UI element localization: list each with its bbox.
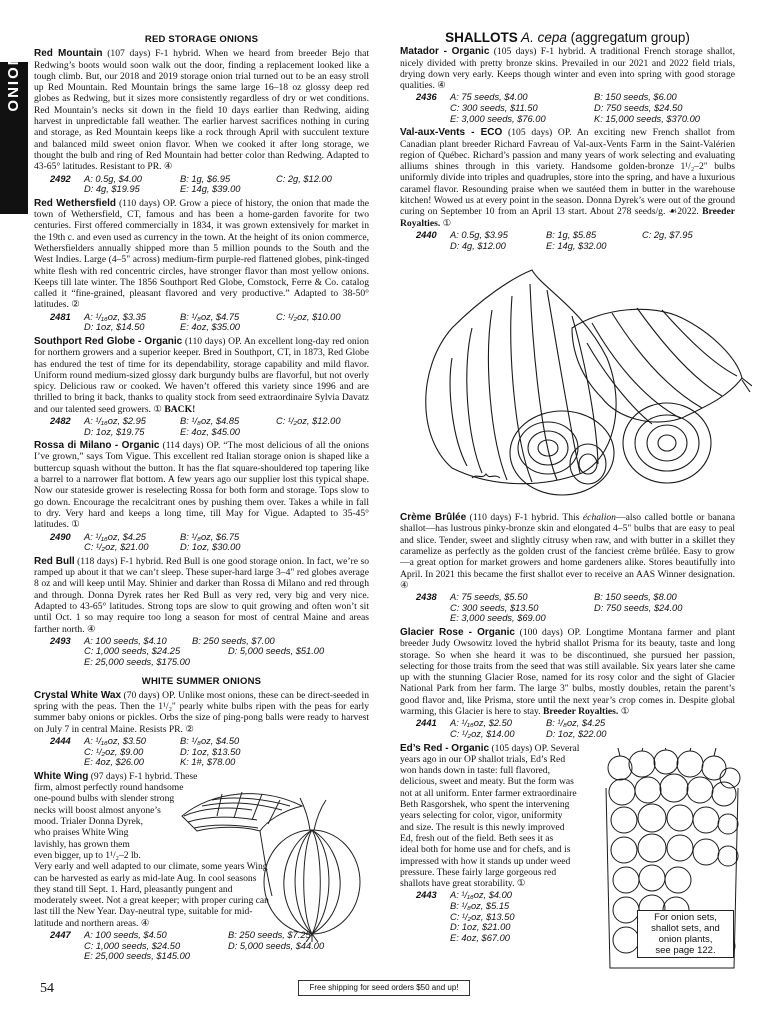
product-desc: (114 days) OP. “The most delicious of all the onions I’ve grown,” says Tom Vigue. This excellent red Italian storage onion is shaped like a buttercup squash without the button. It has the flat square-shouldered top tapering like a barrel to a narrower flat bottom. A few years ago our supplier lost this typical shape. Now our stateside grower is reselecting Rossa for both form and storage. Tops slow to go down. Encourage the recalcitrant ones by pushing them over. Takes a while in fall to dry. Very hard and keeps a long time, till May for Vigue. Adapted to 35-45° latitudes. ① — [34, 440, 369, 531]
product-val-aux-vents: Val-aux-Vents - ECO (105 days) OP. An exciting new French shallot from Canadian plant breeder Richard Favreau of Val-aux-Vents Farm in the Saint-Valérien region of Québec. Richard’s passion and many years of work selecting and evaluating alliums shines through in this variety. Handsome golden-bronze 1¹/₂–2" bulbs uniformly divide into triples and quadruples, store into the spring, and have a luxurious caramel flavor. Resounding praise when we sautéed them in butter in the warehouse kitchen! Wowed us at every point in the season. Donna Dyrek’s were out of the ground curing on September 10 from an April 13 start. About 278 seeds/g. ☙2022. Breeder Royalties. ① 2440 A: 0.5g, $3.95 B: 1g, $5.85 C: 2g, $7.95 D: 4g, $12.00 E: 14g, $32.00 — [400, 127, 735, 251]
product-name: Red Wethersfield — [34, 197, 117, 209]
item-number: 2482 — [50, 415, 71, 426]
price-table — [416, 718, 735, 739]
product-name: Glacier Rose - Organic — [400, 626, 515, 638]
product-rossa-di-milano — [34, 440, 369, 553]
price-option[interactable]: D: 750 seeds, $24.50 — [594, 103, 683, 114]
price-option[interactable]: A: ¹/₁₆oz, $3.50 — [84, 736, 146, 747]
white-wing-onion-illustration — [172, 786, 372, 942]
price-option[interactable]: D: 5,000 seeds, $51.00 — [228, 646, 325, 657]
price-option[interactable]: D: 1oz, $22.00 — [546, 728, 607, 739]
price-option[interactable]: D: 1oz, $19.75 — [84, 426, 145, 437]
royalty-tag: Breeder Royalties. — [400, 206, 735, 229]
price-option[interactable]: E: 25,000 seeds, $175.00 — [84, 657, 190, 667]
price-table — [50, 736, 369, 768]
product-creme-brulee: Crème Brûlée (110 days) F-1 hybrid. This échalion—also called bottle or banana shallot—has lustrous pinky-bronze skin and elongated 4–5" bulbs that are easy to peal and slice. Tender, sweet and slightly citrusy when raw, and with butter in a skillet they caramelize as perfectly as the golden crust of the fanciest crème brûlée. Easy to grow—a great option for market growers and home gardeners alike. Stores beautifully into April. In 2021 this became the first shallot ever to receive an AAS Winner designation. ④ 2438 A: 75 seeds, $5.50 B: 150 seeds, $8.00 C: 300 seeds, $13.50 D: 750 seeds, $24.00 E: 3,000 seeds, $69.00 — [400, 512, 735, 624]
product-name: Crème Brûlée — [400, 512, 467, 524]
price-option[interactable]: B: ¹/₈oz, $6.75 — [180, 531, 240, 542]
product-southport-red-globe — [34, 336, 369, 437]
item-number: 2443 — [416, 890, 437, 901]
price-option[interactable]: E: 3,000 seeds, $76.00 — [450, 113, 546, 124]
product-desc: (107 days) F-1 hybrid. When we heard from breeder Bejo that Redwing’s boots would soon walk out the door, finding a replacement looked like a tough climb. But, our 2018 and 2019 storage onion trial turned out to be an easy stroll up Red Mountain. Red Mountain brings the same large 16–18 oz glossy deep red globes as Redwing, but it sizes more consistently regardless of dry or wet conditions. Red Mountain’s necks sit down in the field 10 days earlier than Redwing, aiding harvest in unpredictable fall weather. The earlier harvest sacrifices nothing in curing and storage, as Red Mountain keeps like a rock through April with succulent texture and balanced mild sweet onion flavor. When we cooked it after long storage, we thought the bulb and ring of Red Mountain had better color than Redwing. Adapted to 43-65° latitudes. Resistant to PR. ④ — [34, 48, 369, 173]
price-option[interactable]: B: 1g, $5.85 — [546, 229, 597, 240]
price-option[interactable]: A: 0.5g, $4.00 — [84, 173, 142, 184]
product-desc: (105 days) OP. An exciting new French shallot from Canadian plant breeder Richard Favreau of Val-aux-Vents Farm in the Saint-Valérien region of Québec. Richard’s passion and many years of work selecting and evaluating alliums shines through in this variety. Handsome golden-bronze 1¹/₂–2" bulbs uniformly divide into triples and quadruples, store into the spring, and have a luxurious caramel flavor. Resounding praise when we sautéed them in butter in the warehouse kitchen! Wowed us at every point in the season. Donna Dyrek’s were out of the ground curing on September 10 from an April 13 start. About 278 seeds/g. ☙2022. — [400, 127, 735, 218]
price-option[interactable]: C: ¹/₂oz, $12.00 — [276, 415, 341, 426]
price-option[interactable]: E: 25,000 seeds, $145.00 — [84, 951, 190, 962]
price-option[interactable]: A: ¹/₁₆oz, $2.50 — [450, 718, 512, 729]
product-desc: not at all uniform. Enter farmer extraordinaire — [400, 787, 577, 799]
product-desc: years ago in our OP shallot trials, Ed’s Red — [400, 753, 566, 765]
price-option[interactable]: E: 14g, $32.00 — [546, 240, 607, 251]
section-title-shallots: SHALLOTS A. cepa (aggregatum group) — [445, 30, 690, 45]
item-number: 2447 — [50, 930, 71, 941]
product-name: Matador - Organic — [400, 46, 490, 58]
item-number: 2490 — [50, 531, 71, 542]
product-name: White Wing — [34, 770, 89, 782]
item-number: 2441 — [416, 718, 437, 729]
product-desc: necks will boost almost anyone’s — [34, 804, 161, 816]
price-option[interactable]: D: 1oz, $14.50 — [84, 322, 145, 333]
price-option[interactable]: D: 5,000 seeds, $44.00 — [228, 940, 325, 951]
royalty-tag: Breeder Royalties. — [540, 706, 619, 718]
sets-callout-box: For onion sets, shallot sets, and onion plants, see page 122. — [637, 910, 734, 958]
price-option[interactable]: A: 100 seeds, $4.50 — [84, 930, 167, 941]
product-desc: shallots have great storability. ① — [400, 878, 526, 890]
product-desc: firm, almost perfectly round handsome — [34, 782, 184, 794]
price-option[interactable]: B: 250 seeds, $7.25 — [228, 930, 311, 941]
price-option[interactable]: C: 1,000 seeds, $24.50 — [84, 940, 181, 951]
product-desc: impressed with how it stands up under weed — [400, 855, 571, 867]
price-option[interactable]: A: 100 seeds, $4.10 — [84, 635, 167, 646]
product-desc: and size. The result is this newly improved — [400, 821, 565, 833]
product-desc: mood. Trialer Donna Dyrek, — [34, 816, 143, 828]
price-option[interactable]: A: ¹/₁₆oz, $4.00 — [450, 890, 512, 901]
product-desc: delicious, sweet and meaty. But the form was — [400, 776, 574, 788]
product-desc: (110 days) OP. Grow a piece of history, the onion that made the town of Wethersfield, CT, famous and has been a home-garden favorite for two centuries. First offered commercially in 1834, it was grown extensively for market in the 19th c. and even used as currency in the town. At the height of its onion commerce, Wethersfielders annually shipped more than 5 million pounds to the South and the West Indies. Large (4–5" across) medium-firm purple-red flattened globes, pink-tinged white flesh with red concentric circles, have stronger flavor than most yellow onions. Keeps till late winter. The 1856 Southport Red Globe, Comstock, Ferre & Co. catalog called it “fine-grained, pleasant flavored and very productive.” Adapted to 38-50° latitudes. ② — [34, 197, 369, 311]
side-tab-label: ONIONS — [5, 40, 22, 112]
product-red-wethersfield — [34, 198, 369, 333]
price-option[interactable]: B: ¹/₈oz, $5.15 — [450, 901, 510, 911]
price-option[interactable]: B: 1g, $6.95 — [180, 173, 231, 184]
product-glacier-rose: Glacier Rose - Organic (100 days) OP. Longtime Montana farmer and plant breeder Judy Owsowitz loved the hybrid shallot Prisma for its beauty, taste and long storage. So when she heard it was to be discontinued, she pursued her passion, selecting for those traits from the seed that was still available. Six years later she came up with the stunning Glacier Rose, named for its rosy color and the sight of Glacier National Park from her farm. The large 3" bulbs, mostly doubles, retain the parent’s good flavor and, like Prisma, store until the next year’s crop comes in. Despite global warming, this Glacier is here to stay. Breeder Royalties. ① 2441 A: ¹/₁₆oz, $2.50 B: ¹/₈oz, $4.25 C: ¹/₂oz, $14.00 D: 1oz, $22.00 — [400, 626, 735, 739]
product-desc: Very early and well adapted to our climate, some years Wing can be harvested as early as mid-late Aug. In cool seasons they stand till Sept. 1. Hard, pleasantly pungent and moderately sweet. Not a great keeper; with proper curing can last till the New Year. Day-neutral type, suitable for mid-latitude and northern areas. ④ — [34, 861, 269, 929]
price-option[interactable]: D: 1oz, $30.00 — [180, 542, 241, 553]
price-option[interactable]: D: 4g, $19.95 — [84, 184, 140, 195]
price-option[interactable]: E: 3,000 seeds, $69.00 — [450, 613, 546, 624]
product-desc: Beth Rasgorshek, who spent the intervening — [400, 799, 570, 811]
price-table — [50, 532, 369, 553]
product-desc: even bigger, up to 1¹/₂–2 lb. — [34, 849, 141, 861]
product-crystal-white-wax — [34, 690, 369, 768]
product-desc: (110 days) OP. An excellent long-day red onion for northern growers and a superior keeper. Bred in Southport, CT, in 1873, Red Globe has endured the test of time for its dependability, storage capability and mild flavor. Uniform round medium-sized glossy dark burgundy bulbs are flavorful, but not overly spicy. Delicious raw or cooked. We haven’t offered this variety since 1996 and are thrilled to bring it back, thanks to quality stock from seed extraordinaire Sylvia Davatz and our talented seed growers. ① — [34, 335, 369, 415]
price-option[interactable]: E: 4oz, $45.00 — [180, 426, 240, 437]
product-name: Ed’s Red - Organic — [400, 742, 490, 754]
price-option[interactable]: B: 250 seeds, $7.00 — [192, 635, 275, 646]
product-name: Rossa di Milano - Organic — [34, 440, 160, 452]
product-desc: years selecting for color, vigor, uniformity — [400, 810, 563, 822]
price-option[interactable]: C: ¹/₂oz, $9.00 — [84, 746, 144, 757]
price-option[interactable]: A: ¹/₁₆oz, $3.35 — [84, 311, 146, 322]
product-matador — [400, 46, 735, 124]
item-number: 2481 — [50, 311, 71, 322]
price-option[interactable]: B: ¹/₈oz, $4.25 — [546, 718, 606, 729]
price-option[interactable]: D: 750 seeds, $24.00 — [594, 602, 683, 613]
product-desc: won hands down in taste: full flavored, — [400, 765, 551, 777]
price-option[interactable]: D: 1oz, $21.00 — [450, 922, 511, 933]
item-number: 2492 — [50, 173, 71, 184]
section-header-red-storage: RED STORAGE ONIONS — [144, 34, 259, 45]
price-option[interactable]: D: 1oz, $13.50 — [180, 746, 241, 757]
price-option[interactable]: A: 0.5g, $3.95 — [450, 229, 508, 240]
item-number: 2436 — [416, 92, 437, 103]
price-table — [50, 636, 369, 668]
product-desc: one-pound bulbs with slender strong — [34, 793, 175, 805]
price-option[interactable]: B: 150 seeds, $8.00 — [594, 592, 677, 603]
price-option[interactable]: A: 75 seeds, $5.50 — [450, 592, 528, 603]
item-number: 2438 — [416, 592, 437, 603]
price-option[interactable]: E: 4oz, $67.00 — [450, 932, 510, 943]
product-desc: (70 days) OP. Unlike most onions, these can be direct-seeded in spring with the peas. Then the 1¹/₂" pearly white bulbs ripen with the peas for early summer baby onions or pickles. Orbs the size of ping-pong balls were ready to harvest on July 7 in central Maine. Resists PR. ② — [34, 689, 369, 735]
price-option[interactable]: B: ¹/₈oz, $4.75 — [180, 311, 240, 322]
price-table — [50, 312, 369, 333]
price-table — [416, 592, 735, 624]
product-desc: Ed, fresh out of the field. Beth sees it as — [400, 832, 554, 844]
price-option[interactable]: C: ¹/₂oz, $14.00 — [450, 728, 515, 739]
product-desc: (105 days) F-1 hybrid. A traditional French storage shallot, nicely divided with pretty bronze skins. Prevailed in our 2021 and 2022 field trials, drying down very early. Keeps though winter and even into spring with good storage qualities. ④ — [400, 46, 735, 92]
price-option[interactable]: C: 300 seeds, $11.50 — [450, 103, 538, 114]
price-option[interactable]: K: 1#, $78.00 — [180, 757, 236, 768]
product-desc: (118 days) F-1 hybrid. Red Bull is one good storage onion. In fact, we’re so ramped up about it that we can’t sleep. These super-hard large 3–4" red globes average 8 oz and will keep until May. Shinier and darker than Rossa di Milano and red through and through. Donna Dyrek rates her Red Bull as very red, very big and very nice. Adapted to 43-65° latitudes. Strong tops are slow to quit growing and often won’t sit until Oct. 1 so may require too long a season for most of central Maine and areas farther north. ④ — [34, 555, 370, 635]
price-option[interactable]: A: ¹/₁₆oz, $4.25 — [84, 531, 146, 542]
product-desc: (97 days) F-1 hybrid. These — [88, 770, 198, 782]
product-desc: (105 days) OP. Several — [489, 742, 580, 754]
price-option[interactable]: C: ¹/₂oz, $13.50 — [450, 911, 515, 922]
price-option[interactable]: K: 15,000 seeds, $370.00 — [594, 113, 700, 124]
product-desc: (100 days) OP. Longtime Montana farmer and plant breeder Judy Owsowitz loved the hybrid shallot Prisma for its beauty, taste and long storage. So when she heard it was to be discontinued, she pursued her passion, selecting for those traits from the seed that was still available. Six years later she came up with the stunning Glacier Rose, named for its rosy color and the sight of Glacier National Park from her farm. The large 3" bulbs, mostly doubles, retain the parent’s good flavor and, like Prisma, store until the next year’s crop comes in. Despite global warming, this Glacier is here to stay. — [400, 626, 735, 718]
price-option[interactable]: C: 2g, $12.00 — [276, 173, 332, 184]
item-number: 2440 — [416, 229, 437, 240]
product-name: Red Bull — [34, 555, 75, 567]
product-desc: who praises White Wing — [34, 827, 129, 839]
price-option[interactable]: C: ¹/₂oz, $21.00 — [84, 542, 149, 553]
price-table — [416, 890, 605, 943]
price-option[interactable]: A: ¹/₁₆oz, $2.95 — [84, 415, 146, 426]
price-option[interactable]: E: 4oz, $26.00 — [84, 757, 144, 768]
product-name: Red Mountain — [34, 48, 103, 60]
section-header-white-summer: WHITE SUMMER ONIONS — [141, 675, 262, 687]
page-number: 54 — [40, 981, 54, 996]
price-option[interactable]: B: ¹/₈oz, $4.85 — [180, 415, 240, 426]
product-eds-red — [400, 743, 605, 944]
price-option[interactable]: B: 150 seeds, $6.00 — [594, 92, 677, 103]
price-option[interactable]: C: 300 seeds, $13.50 — [450, 602, 539, 613]
price-option[interactable]: A: 75 seeds, $4.00 — [450, 92, 528, 103]
item-number: 2444 — [50, 736, 71, 747]
product-desc: pressure. These fairly large gorgeous red — [400, 866, 557, 878]
price-option[interactable]: B: ¹/₈oz, $4.50 — [180, 736, 240, 747]
product-name: Southport Red Globe - Organic — [34, 335, 183, 347]
product-name: Crystal White Wax — [34, 689, 122, 701]
price-option[interactable]: E: 4oz, $35.00 — [180, 322, 240, 333]
price-option[interactable]: E: 14g, $39.00 — [180, 184, 241, 195]
price-table — [50, 174, 369, 195]
price-option[interactable]: C: 1,000 seeds, $24.25 — [84, 646, 181, 657]
price-table — [416, 92, 735, 124]
price-option[interactable]: C: ¹/₂oz, $10.00 — [276, 311, 341, 322]
price-table — [416, 230, 735, 251]
product-name: Val-aux-Vents - ECO — [400, 127, 503, 139]
shallots-illustration — [412, 268, 752, 508]
back-tag: BACK! — [161, 403, 196, 415]
item-number: 2493 — [50, 635, 71, 646]
price-option[interactable]: C: 2g, $7.95 — [642, 229, 693, 240]
price-option[interactable]: D: 4g, $12.00 — [450, 240, 506, 251]
product-red-bull — [34, 556, 369, 668]
product-red-mountain — [34, 48, 369, 194]
product-desc: ideal both for home use and for chefs, and is — [400, 844, 571, 856]
price-table — [50, 416, 369, 437]
product-desc: lavishly, has grown them — [34, 838, 130, 850]
free-shipping-banner: Free shipping for seed orders $50 and up! — [298, 980, 470, 996]
